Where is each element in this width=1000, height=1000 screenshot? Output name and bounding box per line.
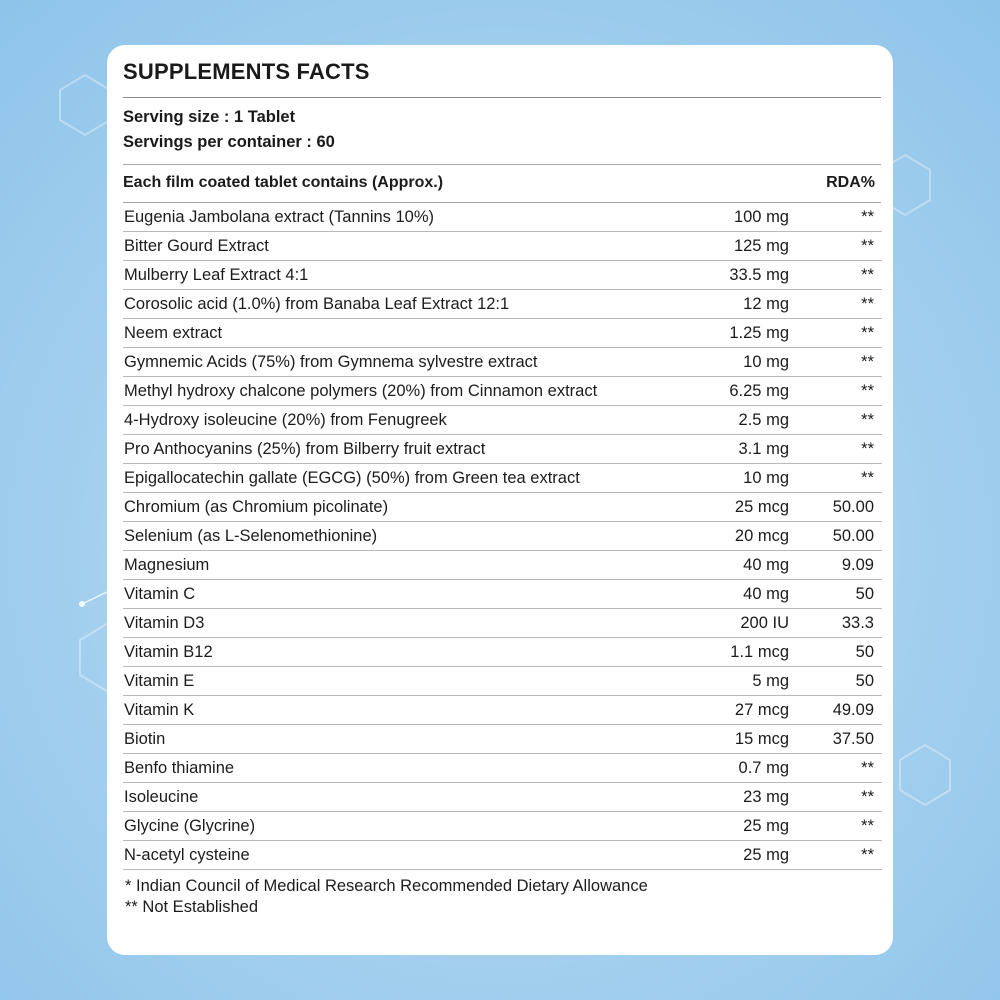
- ingredient-rda: **: [789, 754, 882, 783]
- ingredient-amount: 25 mcg: [684, 493, 789, 522]
- ingredient-name: Selenium (as L-Selenomethionine): [123, 522, 684, 551]
- table-row: [123, 319, 882, 348]
- ingredient-amount: 200 IU: [684, 609, 789, 638]
- ingredient-rda: 49.09: [789, 696, 882, 725]
- ingredient-amount: 27 mcg: [684, 696, 789, 725]
- supplement-facts-card: [107, 45, 893, 955]
- table-row: [123, 261, 882, 290]
- title-divider: [123, 97, 881, 98]
- ingredient-name: N-acetyl cysteine: [123, 841, 684, 870]
- ingredient-amount: 6.25 mg: [684, 377, 789, 406]
- table-row: [123, 754, 882, 783]
- ingredient-name: Corosolic acid (1.0%) from Banaba Leaf Extract 12:1: [123, 290, 684, 319]
- ingredient-amount: 40 mg: [684, 580, 789, 609]
- ingredient-name: Vitamin E: [123, 667, 684, 696]
- ingredient-name: Methyl hydroxy chalcone polymers (20%) from Cinnamon extract: [123, 377, 684, 406]
- ingredient-rda: **: [789, 406, 882, 435]
- ingredient-rda: 50: [789, 580, 882, 609]
- table-row: [123, 522, 882, 551]
- ingredient-rda: **: [789, 812, 882, 841]
- ingredient-name: Vitamin K: [123, 696, 684, 725]
- ingredient-rda: **: [789, 203, 882, 232]
- contents-header: Each film coated tablet contains (Approx.): [123, 174, 444, 191]
- ingredient-rda: 9.09: [789, 551, 882, 580]
- serving-divider: [123, 164, 881, 165]
- ingredient-rda: 50: [789, 638, 882, 667]
- ingredient-amount: 10 mg: [684, 464, 789, 493]
- table-row: [123, 580, 882, 609]
- table-row: [123, 290, 882, 319]
- ingredient-name: Biotin: [123, 725, 684, 754]
- ingredient-amount: 100 mg: [684, 203, 789, 232]
- ingredient-name: Glycine (Glycrine): [123, 812, 684, 841]
- table-row: [123, 203, 882, 232]
- ingredient-name: Benfo thiamine: [123, 754, 684, 783]
- table-row: [123, 783, 882, 812]
- ingredient-amount: 25 mg: [684, 812, 789, 841]
- ingredient-rda: **: [789, 435, 882, 464]
- ingredient-rda: **: [789, 841, 882, 870]
- ingredient-amount: 3.1 mg: [684, 435, 789, 464]
- ingredient-name: Bitter Gourd Extract: [123, 232, 684, 261]
- ingredient-amount: 40 mg: [684, 551, 789, 580]
- supplement-facts-table: [123, 203, 882, 870]
- page-title: SUPPLEMENTS FACTS: [123, 59, 370, 84]
- ingredient-name: Eugenia Jambolana extract (Tannins 10%): [123, 203, 684, 232]
- table-row: [123, 812, 882, 841]
- table-row: [123, 725, 882, 754]
- ingredient-amount: 10 mg: [684, 348, 789, 377]
- ingredient-rda: **: [789, 783, 882, 812]
- table-row: [123, 609, 882, 638]
- ingredient-amount: 23 mg: [684, 783, 789, 812]
- table-row: [123, 696, 882, 725]
- table-header: [123, 174, 875, 192]
- ingredient-name: Gymnemic Acids (75%) from Gymnema sylvestre extract: [123, 348, 684, 377]
- table-row: [123, 493, 882, 522]
- ingredient-name: Mulberry Leaf Extract 4:1: [123, 261, 684, 290]
- ingredient-name: Epigallocatechin gallate (EGCG) (50%) from Green tea extract: [123, 464, 684, 493]
- ingredient-rda: 50.00: [789, 522, 882, 551]
- ingredient-name: 4-Hydroxy isoleucine (20%) from Fenugreek: [123, 406, 684, 435]
- ingredient-rda: **: [789, 261, 882, 290]
- table-row: [123, 232, 882, 261]
- ingredient-name: Vitamin B12: [123, 638, 684, 667]
- ingredient-amount: 5 mg: [684, 667, 789, 696]
- ingredient-rda: **: [789, 319, 882, 348]
- table-row: [123, 406, 882, 435]
- ingredient-rda: 33.3: [789, 609, 882, 638]
- ingredient-amount: 1.25 mg: [684, 319, 789, 348]
- table-row: [123, 464, 882, 493]
- ingredient-amount: 15 mcg: [684, 725, 789, 754]
- ingredient-rda: **: [789, 290, 882, 319]
- ingredient-name: Vitamin D3: [123, 609, 684, 638]
- table-row: [123, 551, 882, 580]
- ingredient-name: Vitamin C: [123, 580, 684, 609]
- ingredient-amount: 12 mg: [684, 290, 789, 319]
- serving-size: Serving size : 1 Tablet: [123, 108, 296, 126]
- ingredient-rda: 50: [789, 667, 882, 696]
- ingredient-name: Isoleucine: [123, 783, 684, 812]
- ingredient-rda: **: [789, 377, 882, 406]
- ingredient-amount: 0.7 mg: [684, 754, 789, 783]
- table-row: [123, 841, 882, 870]
- ingredient-amount: 25 mg: [684, 841, 789, 870]
- table-row: [123, 377, 882, 406]
- table-row: [123, 667, 882, 696]
- ingredient-rda: **: [789, 348, 882, 377]
- table-row: [123, 435, 882, 464]
- ingredient-amount: 125 mg: [684, 232, 789, 261]
- ingredient-rda: **: [789, 232, 882, 261]
- footnote-icmr: * Indian Council of Medical Research Recommended Dietary Allowance: [125, 877, 648, 895]
- ingredient-amount: 2.5 mg: [684, 406, 789, 435]
- ingredient-amount: 1.1 mcg: [684, 638, 789, 667]
- footnote-not-established: ** Not Established: [125, 898, 258, 916]
- ingredient-name: Pro Anthocyanins (25%) from Bilberry fruit extract: [123, 435, 684, 464]
- ingredient-rda: **: [789, 464, 882, 493]
- rda-header: RDA%: [826, 174, 875, 191]
- ingredient-amount: 20 mcg: [684, 522, 789, 551]
- table-row: [123, 638, 882, 667]
- table-row: [123, 348, 882, 377]
- ingredient-name: Magnesium: [123, 551, 684, 580]
- ingredient-rda: 50.00: [789, 493, 882, 522]
- ingredient-name: Chromium (as Chromium picolinate): [123, 493, 684, 522]
- ingredient-amount: 33.5 mg: [684, 261, 789, 290]
- ingredient-rda: 37.50: [789, 725, 882, 754]
- servings-per-container: Servings per container : 60: [123, 133, 335, 151]
- ingredient-name: Neem extract: [123, 319, 684, 348]
